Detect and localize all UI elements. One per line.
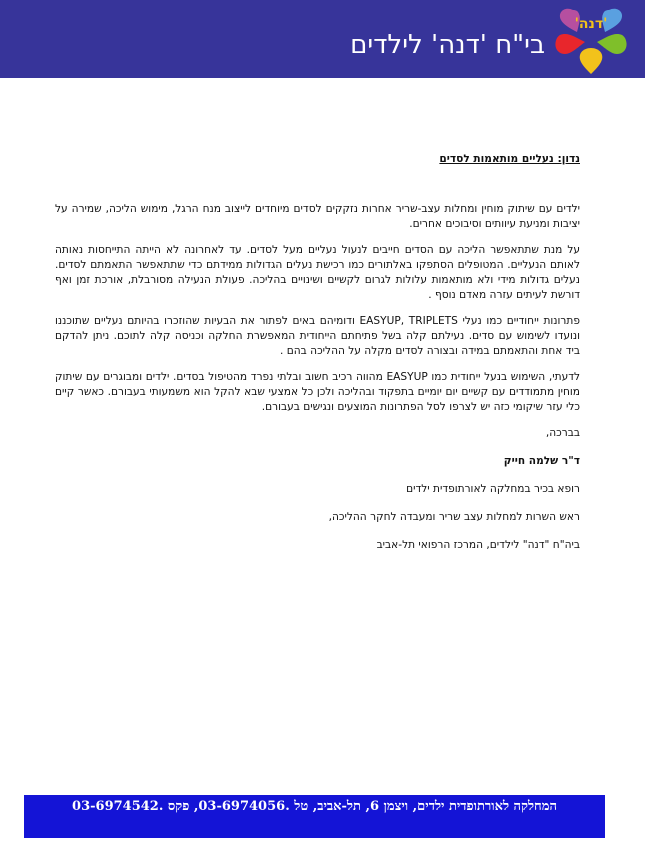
hospital-name: בי"ח 'דנה' לילדים xyxy=(350,30,545,60)
signature-title: ביה"ח "דנה" לילדים, המרכז הרפואי תל-אביב xyxy=(376,539,580,551)
letter-paragraph: על מנת שתתאפשר הליכה עם הסדים חייבים לנעול נעליים מעל לסדים. עד לאחרונה לא הייתה התייחסות נאותה לאותם הנעליים. המטופלים הסתפקו באלתורים כמו רכישת נעלים הגדולות ממידתם כדי שתתאפשר התאמתם לסדים. נעלים גדולות מידי ולא מותאמות עלולות לגרום לקשיים ושינויים בהליכה. פעולת הנעילה מסורבלת, אורכת זמן ואף דורשת לעיתים עזרה מאדם נוסף . xyxy=(55,244,580,301)
letter-subject: נדון: נעליים מותאמות לסדים xyxy=(439,153,580,165)
footer-contact-text: המחלקה לאורתופדית ילדים, ויצמן 6, תל-אביב, טל .03-6974056, פקס .03-6974542 xyxy=(72,799,557,814)
letter-closing: בברכה, xyxy=(545,427,580,439)
letter-body xyxy=(55,152,580,566)
signature-title: ראש השרות למחלות עצב שריר ומעבדה לחקר ההליכה, xyxy=(328,511,580,523)
signature-name: ד"ר שלמה חייק xyxy=(503,455,580,467)
letter-paragraph: ילדים עם שיתוק מוחין ומחלות עצב-שריר אחרות נזקקים לסדים מיוחדים לייצוב מנח הרגל, מימוש הליכה, שמירה על יציבות ומניעת עיוותים וסיבוכים אחרים. xyxy=(55,203,580,230)
dana-hospital-logo xyxy=(553,4,629,76)
letterhead-footer xyxy=(24,795,605,838)
letterhead-banner xyxy=(0,0,645,78)
letter-paragraph: לדעתי, השימוש בנעל ייחודית כמו EASYUP מהווה רכיב חשוב ובלתי נפרד מהטיפול בסדים. ילדים ומבוגרים עם שיתוק מוחין מתמודדים עם קשיים יום יומיים בתפקוד ובהליכה ולכן כל אמצעי שבא להקל הוא משמעותי בעבורם. כאשר קיים כלי עזר שיקומי כזה יש לצרפו לסל הפתרונות המוצעים ונגישים בעבורם. xyxy=(55,371,581,413)
logo-lettering: 'דנה' xyxy=(574,16,608,32)
signature-title: רופא בכיר במחלקה לאורתופדית ילדים xyxy=(406,483,580,495)
letter-paragraph: פתרונות ייחודיים כמו נעלי EASYUP, TRIPLETS ודומיהם באים לפתור את הבעיות שהוזכרו בהיותם נעליים שתוכננו ונועדו לשימוש עם סדים. נעילתם קלה בשל פתיחתם הייחודית המאפשרת החלקה וכניסה קלה לתוכם. ניתן להדקם ביד אחת והתאמתם במידה ובצורה לסדים מקלה על ההליכה בהם . xyxy=(55,315,580,357)
